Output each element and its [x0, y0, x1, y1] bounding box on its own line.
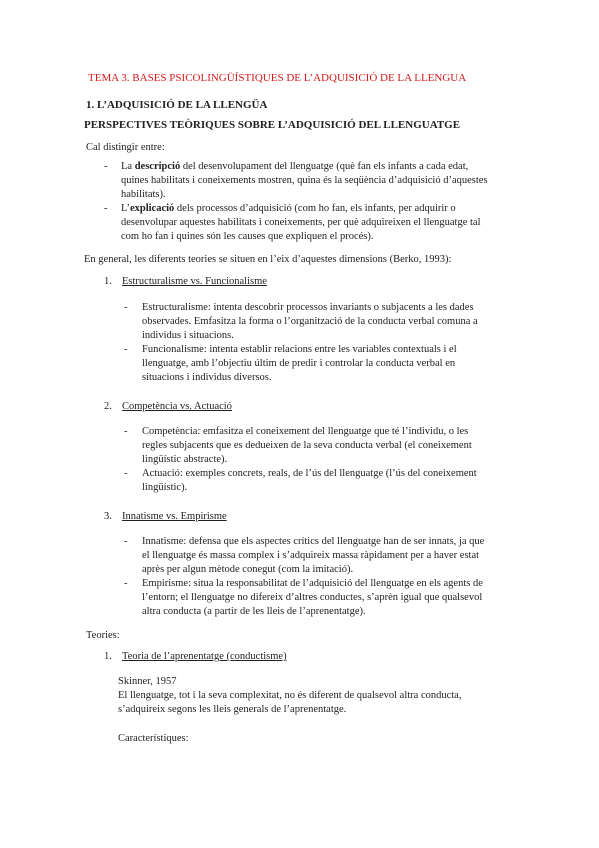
description-line-3: habilitats). [121, 189, 166, 200]
item-line: Competència: emfasitza el coneixement del llenguatge que té l’individu, o les [142, 426, 469, 437]
item-line: Innatisme: defensa que els aspectes crítics del llenguatge han de ser innats, ja que [142, 536, 485, 547]
item-line: llenguatge, amb l’objectiu últim de predir i controlar la conducta verbal en [142, 358, 456, 369]
bullet-dash: - [104, 203, 108, 214]
explanation-line-3: com ho fan i quines són les causes que expliquen el procés). [121, 231, 374, 242]
intro-text: Cal distingir entre: [86, 142, 165, 153]
item-line: situacions i individus diversos. [142, 372, 272, 383]
bullet-dash: - [124, 468, 128, 479]
list-number: 1. [104, 276, 112, 287]
subsection-heading: PERSPECTIVES TEÒRIQUES SOBRE L’ADQUISICIÓ DEL LLENGUATGE [84, 119, 461, 131]
bullet-dash: - [124, 302, 128, 313]
document-title: TEMA 3. BASES PSICOLINGÜÍSTIQUES DE L’ADQUISICIÓ DE LA LLENGUA [88, 72, 467, 84]
item-line: el llenguatge és massa complex i s’adquireix massa ràpidament per a haver estat [142, 550, 480, 561]
item-line: Empirisme: situa la responsabilitat de l’adquisició del llenguatge en els agents de [142, 578, 483, 589]
item-line: Funcionalisme: intenta establir relacions entre les variables contextuals i el [142, 344, 457, 355]
characteristics-label: Característiques: [118, 733, 189, 744]
item-line: altra conducta (a partir de les lleis de l’aprenentatge). [142, 606, 366, 617]
item-line: après per algun mètode conegut (com la imitació). [142, 564, 354, 575]
item-line: lingüístic). [142, 482, 188, 493]
explanation-line-2: desenvolupar aquestes habilitats i coneixements, per què adquireixen el llenguatge tal [121, 217, 481, 228]
item-line: l’entorn; el llenguatge no difereix d’altres conductes, s’aprèn igual que qualsevol [142, 592, 483, 603]
bullet-dash: - [124, 536, 128, 547]
general-text: En general, les diferents teories se situen en l’eix d’aquestes dimensions (Berko, 1993): [84, 254, 452, 265]
item-line: Actuació: exemples concrets, reals, de l’ús del llenguatge (l’ús del coneixement [142, 468, 477, 479]
theory-line: s’adquireix segons les lleis generals de l’aprenentatge. [118, 704, 347, 715]
section-heading: 1. L’ADQUISICIÓ DE LA LLENGÜA [86, 99, 268, 111]
dimension-title: Competència vs. Actuació [122, 401, 232, 412]
explanation-line-1: L’explicació dels processos d’adquisició (com ho fan, els infants, per adquirir o [121, 203, 456, 214]
item-line: lingüístic abstracte). [142, 454, 228, 465]
theory-line: El llenguatge, tot i la seva complexitat, no és diferent de qualsevol altra conducta, [118, 690, 462, 701]
item-line: observades. Emfasitza la forma o l’organització de la conducta verbal comuna a [142, 316, 478, 327]
description-line-1: La descripció del desenvolupament del llenguatge (què fan els infants a cada edat, [121, 161, 469, 172]
list-number: 2. [104, 401, 112, 412]
theory-author: Skinner, 1957 [118, 676, 177, 687]
list-number: 3. [104, 511, 112, 522]
item-line: individus i situacions. [142, 330, 234, 341]
bullet-dash: - [124, 426, 128, 437]
item-line: Estructuralisme: intenta descobrir processos invariants o subjacents a les dades [142, 302, 474, 313]
list-number: 1. [104, 651, 112, 662]
bullet-dash: - [104, 161, 108, 172]
dimension-title: Innatisme vs. Empirisme [122, 511, 227, 522]
item-line: regles subjacents que es dedueixen de la seva conducta verbal (el coneixement [142, 440, 472, 451]
theory-title: Teoria de l’aprenentatge (conductisme) [122, 651, 287, 662]
dimension-title: Estructuralisme vs. Funcionalisme [122, 276, 267, 287]
description-line-2: quines habilitats i coneixements mostren, quina és la seqüència d’adquisició d’aquestes [121, 175, 488, 186]
bullet-dash: - [124, 344, 128, 355]
teories-label: Teories: [86, 630, 120, 641]
bullet-dash: - [124, 578, 128, 589]
